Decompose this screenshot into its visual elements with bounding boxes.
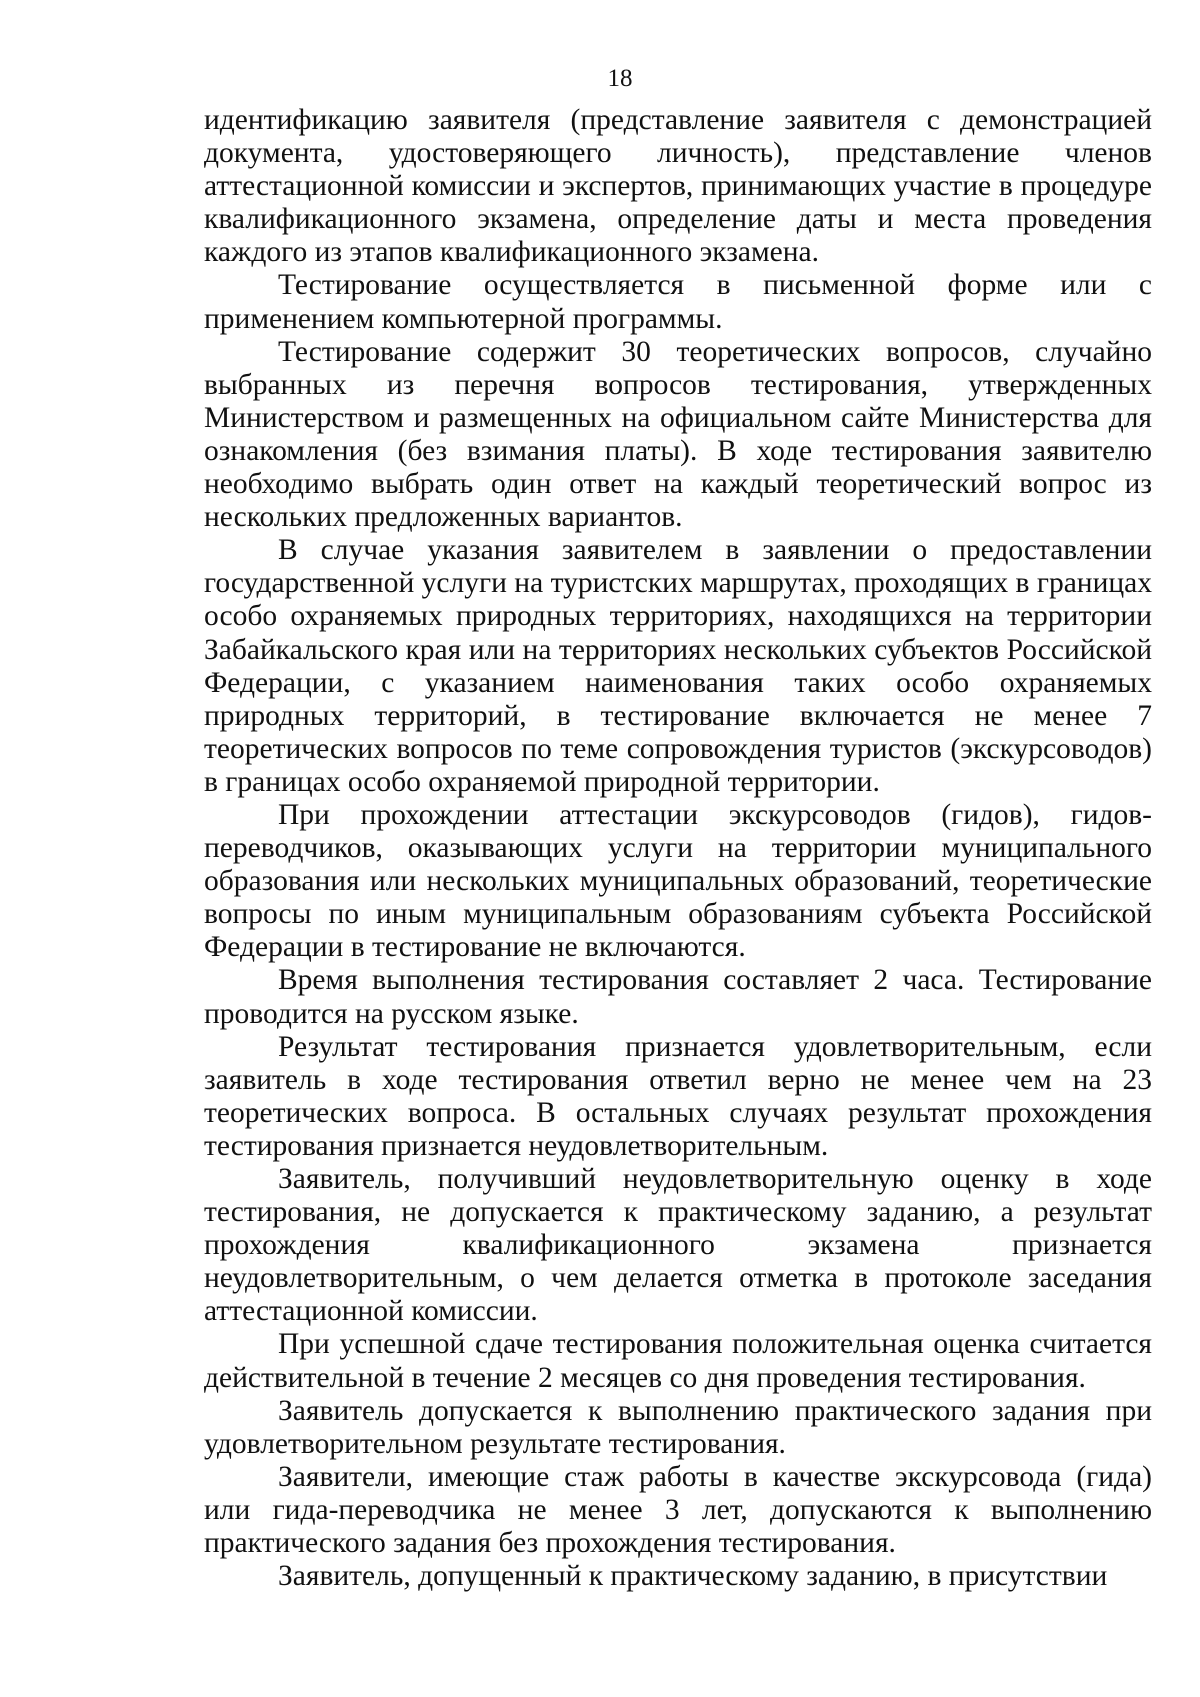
paragraph: Время выполнения тестирования составляет 2 часа. Тестирование проводится на русском языке.	[204, 964, 1152, 1030]
paragraph-continuation: идентификацию заявителя (представление заявителя с демонстрацией документа, удостоверяющего личность), представление членов аттестационной комиссии и экспертов, принимающих участие в процедуре квалификационного экзамена, определение даты и места проведения каждого из этапов квалификационного экзамена.	[204, 104, 1152, 269]
paragraph: Тестирование содержит 30 теоретических вопросов, случайно выбранных из перечня вопросов тестирования, утвержденных Министерством и размещенных на официальном сайте Министерства для ознакомления (без взимания платы). В ходе тестирования заявителю необходимо выбрать один ответ на каждый теоретический вопрос из нескольких предложенных вариантов.	[204, 335, 1152, 534]
paragraph: При успешной сдаче тестирования положительная оценка считается действительной в течение 2 месяцев со дня проведения тестирования.	[204, 1328, 1152, 1394]
page-number: 18	[607, 65, 633, 92]
paragraph: Заявитель допускается к выполнению практического задания при удовлетворительном результате тестирования.	[204, 1394, 1152, 1460]
paragraph: В случае указания заявителем в заявлении о предоставлении государственной услуги на туристских маршрутах, проходящих в границах особо охраняемых природных территориях, находящихся на территории Забайкальского края или на территориях нескольких субъектов Российской Федерации, с указанием наименования таких особо охраняемых природных территорий, в тестирование включается не менее 7 теоретических вопросов по теме сопровождения туристов (экскурсоводов) в границах особо охраняемой природной территории.	[204, 534, 1152, 798]
paragraph: Заявитель, получивший неудовлетворительную оценку в ходе тестирования, не допускается к практическому заданию, а результат прохождения квалификационного экзамена признается неудовлетворительным, о чем делается отметка в протоколе заседания аттестационной комиссии.	[204, 1163, 1152, 1328]
paragraph-last: Заявитель, допущенный к практическому заданию, в присутствии	[278, 1560, 1108, 1593]
paragraph: При прохождении аттестации экскурсоводов (гидов), гидов-переводчиков, оказывающих услуги на территории муниципального образования или нескольких муниципальных образований, теоретические вопросы по иным муниципальным образованиям субъекта Российской Федерации в тестирование не включаются.	[204, 798, 1152, 964]
paragraph: Заявители, имеющие стаж работы в качестве экскурсовода (гида) или гида-переводчика не менее 3 лет, допускаются к выполнению практического задания без прохождения тестирования.	[204, 1460, 1152, 1560]
paragraph: Тестирование осуществляется в письменной форме или с применением компьютерной программы.	[204, 269, 1152, 335]
paragraph: Результат тестирования признается удовлетворительным, если заявитель в ходе тестирования ответил верно не менее чем на 23 теоретических вопроса. В остальных случаях результат прохождения тестирования признается неудовлетворительным.	[204, 1030, 1152, 1162]
document-body	[204, 104, 1152, 1593]
